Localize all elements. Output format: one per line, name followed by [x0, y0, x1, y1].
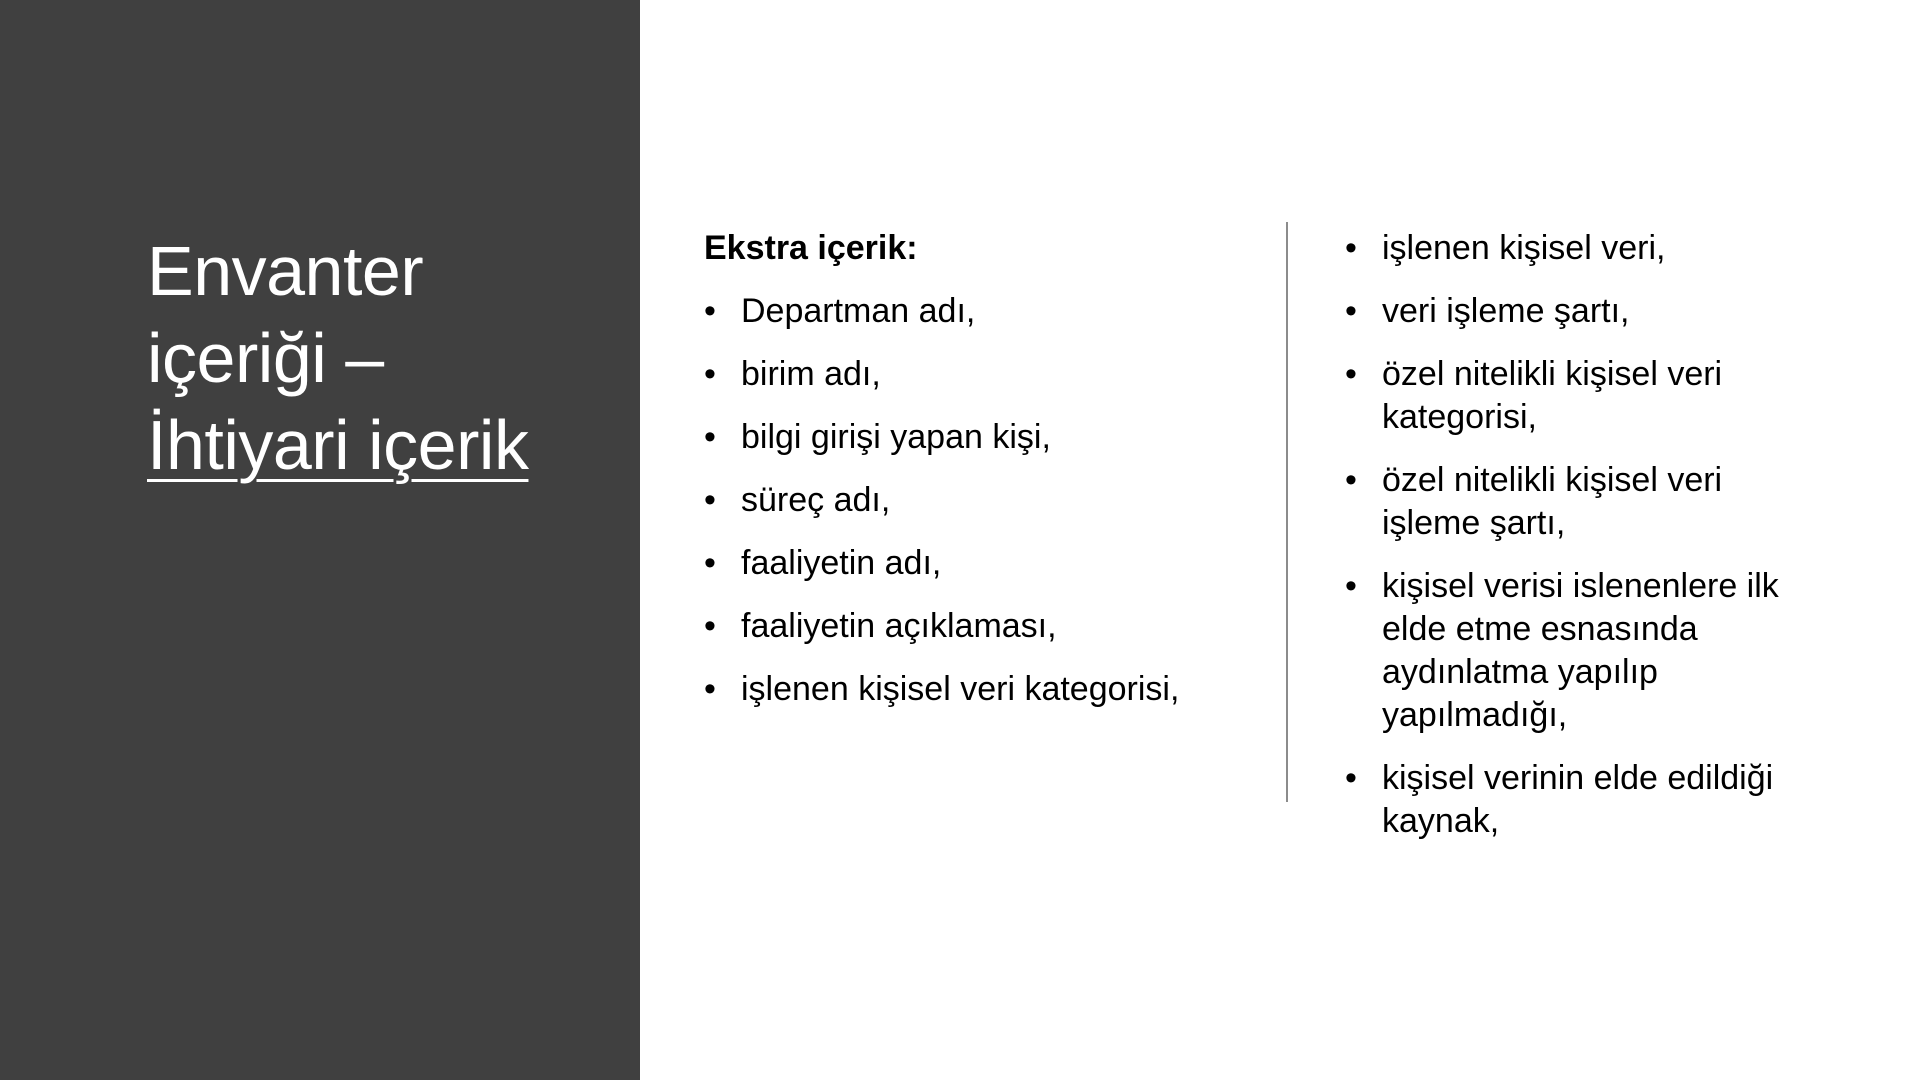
- slide-title: [147, 228, 607, 489]
- title-panel: [0, 0, 640, 1080]
- column-divider: [1286, 222, 1288, 802]
- bullet-icon: •: [704, 418, 716, 456]
- list-item-text: kişisel verinin elde edildiği kaynak,: [1382, 759, 1774, 840]
- list-item: [704, 605, 1264, 648]
- list-item: [704, 479, 1264, 522]
- list-item-text: Departman adı,: [741, 292, 976, 330]
- list-item-text: özel nitelikli kişisel veri işleme şartı,: [1382, 461, 1723, 542]
- list-item: [1345, 227, 1825, 270]
- bullet-icon: •: [1345, 567, 1357, 605]
- list-item: [704, 353, 1264, 396]
- list-item-text: bilgi girişi yapan kişi,: [741, 418, 1051, 456]
- section-heading: Ekstra içerik:: [704, 229, 918, 267]
- list-item: [704, 668, 1264, 711]
- bullet-icon: •: [1345, 355, 1357, 393]
- list-item: [1345, 353, 1825, 439]
- bullet-icon: •: [704, 355, 716, 393]
- list-item-text: işlenen kişisel veri,: [1382, 229, 1666, 267]
- bullet-icon: •: [1345, 229, 1357, 267]
- bullet-icon: •: [704, 481, 716, 519]
- bullet-icon: •: [704, 607, 716, 645]
- right-bullet-list: [1345, 227, 1825, 843]
- list-item-text: işlenen kişisel veri kategorisi,: [741, 670, 1180, 708]
- list-item-text: süreç adı,: [741, 481, 891, 519]
- list-item-text: faaliyetin açıklaması,: [741, 607, 1057, 645]
- list-item-text: özel nitelikli kişisel veri kategorisi,: [1382, 355, 1723, 436]
- bullet-icon: •: [704, 544, 716, 582]
- list-item: [704, 542, 1264, 585]
- bullet-icon: •: [1345, 292, 1357, 330]
- list-item-text: veri işleme şartı,: [1382, 292, 1630, 330]
- list-item-text: faaliyetin adı,: [741, 544, 942, 582]
- list-item-text: birim adı,: [741, 355, 881, 393]
- list-item: [1345, 290, 1825, 333]
- list-item: [1345, 459, 1825, 545]
- bullet-icon: •: [1345, 461, 1357, 499]
- list-item-text: kişisel verisi islenenlere ilk elde etme esnasında aydınlatma yapılıp yapılmadığı,: [1382, 567, 1779, 734]
- left-content-column: [704, 227, 1264, 731]
- title-line-2: içeriği –: [147, 319, 384, 397]
- bullet-icon: •: [704, 292, 716, 330]
- bullet-icon: •: [1345, 759, 1357, 797]
- list-item: [704, 416, 1264, 459]
- left-bullet-list: [704, 290, 1264, 711]
- title-line-3: İhtiyari içerik: [147, 406, 529, 484]
- right-content-column: [1345, 227, 1825, 863]
- bullet-icon: •: [704, 670, 716, 708]
- list-item: [1345, 565, 1825, 737]
- title-line-1: Envanter: [147, 232, 424, 310]
- list-item: [704, 290, 1264, 333]
- list-item: [1345, 757, 1825, 843]
